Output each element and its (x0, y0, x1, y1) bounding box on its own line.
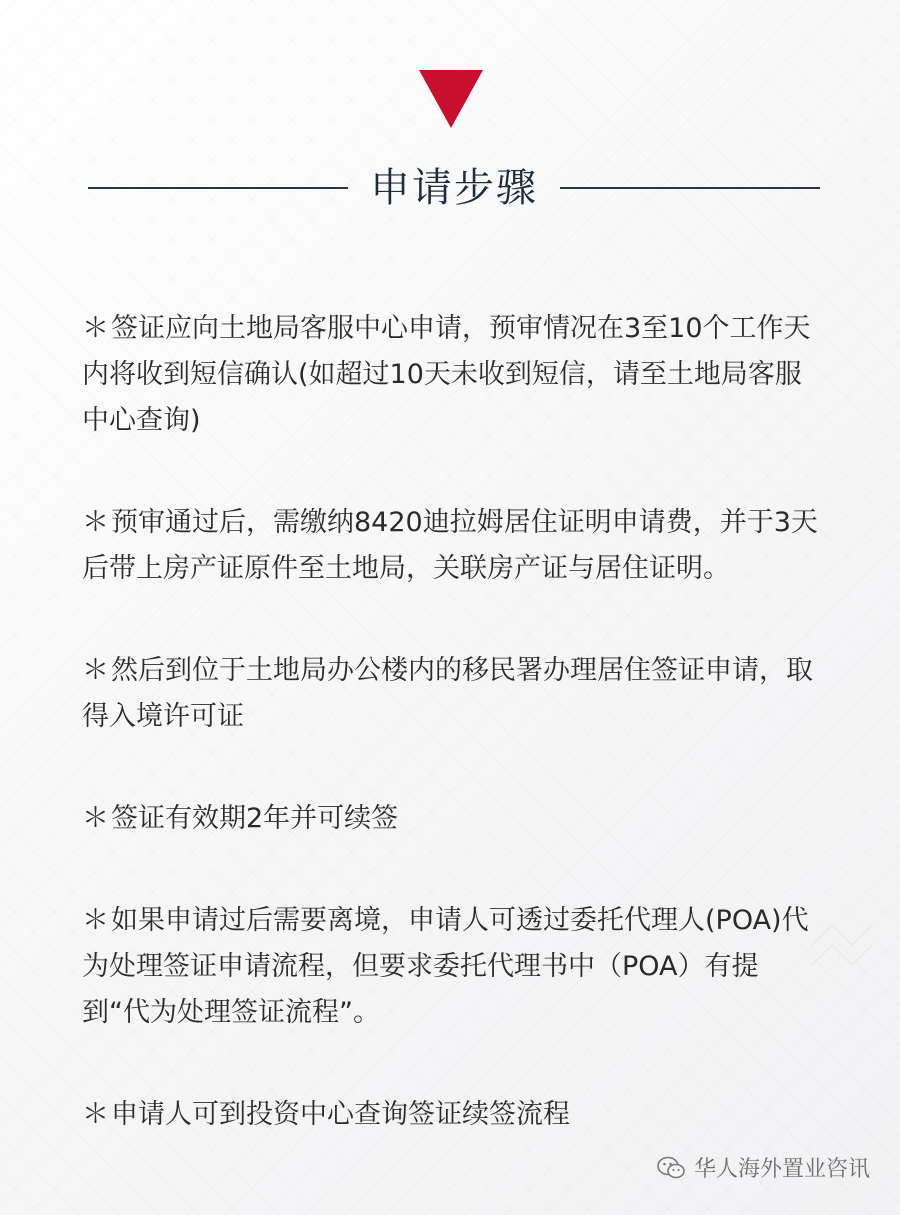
wechat-icon (656, 1155, 686, 1181)
step-text: 然后到位于土地局办公楼内的移民署办理居住签证申请，取得入境许可证 (82, 655, 813, 732)
asterisk-bullet: ＊ (82, 507, 109, 538)
asterisk-bullet: ＊ (82, 803, 109, 834)
asterisk-bullet: ＊ (82, 313, 109, 344)
step-text: 申请人可到投资中心查询签证续签流程 (111, 1099, 570, 1130)
right-divider (560, 187, 820, 189)
red-down-arrow-icon (419, 70, 483, 128)
step-text: 签证有效期2年并可续签 (111, 803, 399, 834)
watermark-text: 华人海外置业咨讯 (693, 1157, 870, 1182)
step-paragraph-6 (82, 1092, 824, 1138)
step-paragraph-4 (82, 796, 824, 842)
asterisk-bullet: ＊ (82, 655, 109, 686)
step-paragraph-3 (82, 648, 824, 740)
step-text: 如果申请过后需要离境，申请人可透过委托代理人(POA)代为处理签证申请流程，但要求委托代理书中（POA）有提到“代为处理签证流程”。 (82, 905, 809, 1028)
steps-list (82, 306, 824, 1194)
left-divider (88, 187, 348, 189)
step-paragraph-1 (82, 306, 824, 444)
step-text: 签证应向土地局客服中心申请，预审情况在3至10个工作天内将收到短信确认(如超过10天未收到短信，请至土地局客服中心查询) (82, 313, 811, 436)
step-text: 预审通过后，需缴纳8420迪拉姆居住证明申请费，并于3天后带上房产证原件至土地局，关联房产证与居住证明。 (82, 507, 818, 584)
section-header (88, 160, 820, 216)
watermark (656, 1152, 870, 1183)
step-paragraph-5 (82, 898, 824, 1036)
asterisk-bullet: ＊ (82, 1099, 109, 1130)
page-title: 申请步骤 (370, 165, 538, 211)
decorative-lines-icon (812, 925, 882, 965)
step-paragraph-2 (82, 500, 824, 592)
asterisk-bullet: ＊ (82, 905, 109, 936)
